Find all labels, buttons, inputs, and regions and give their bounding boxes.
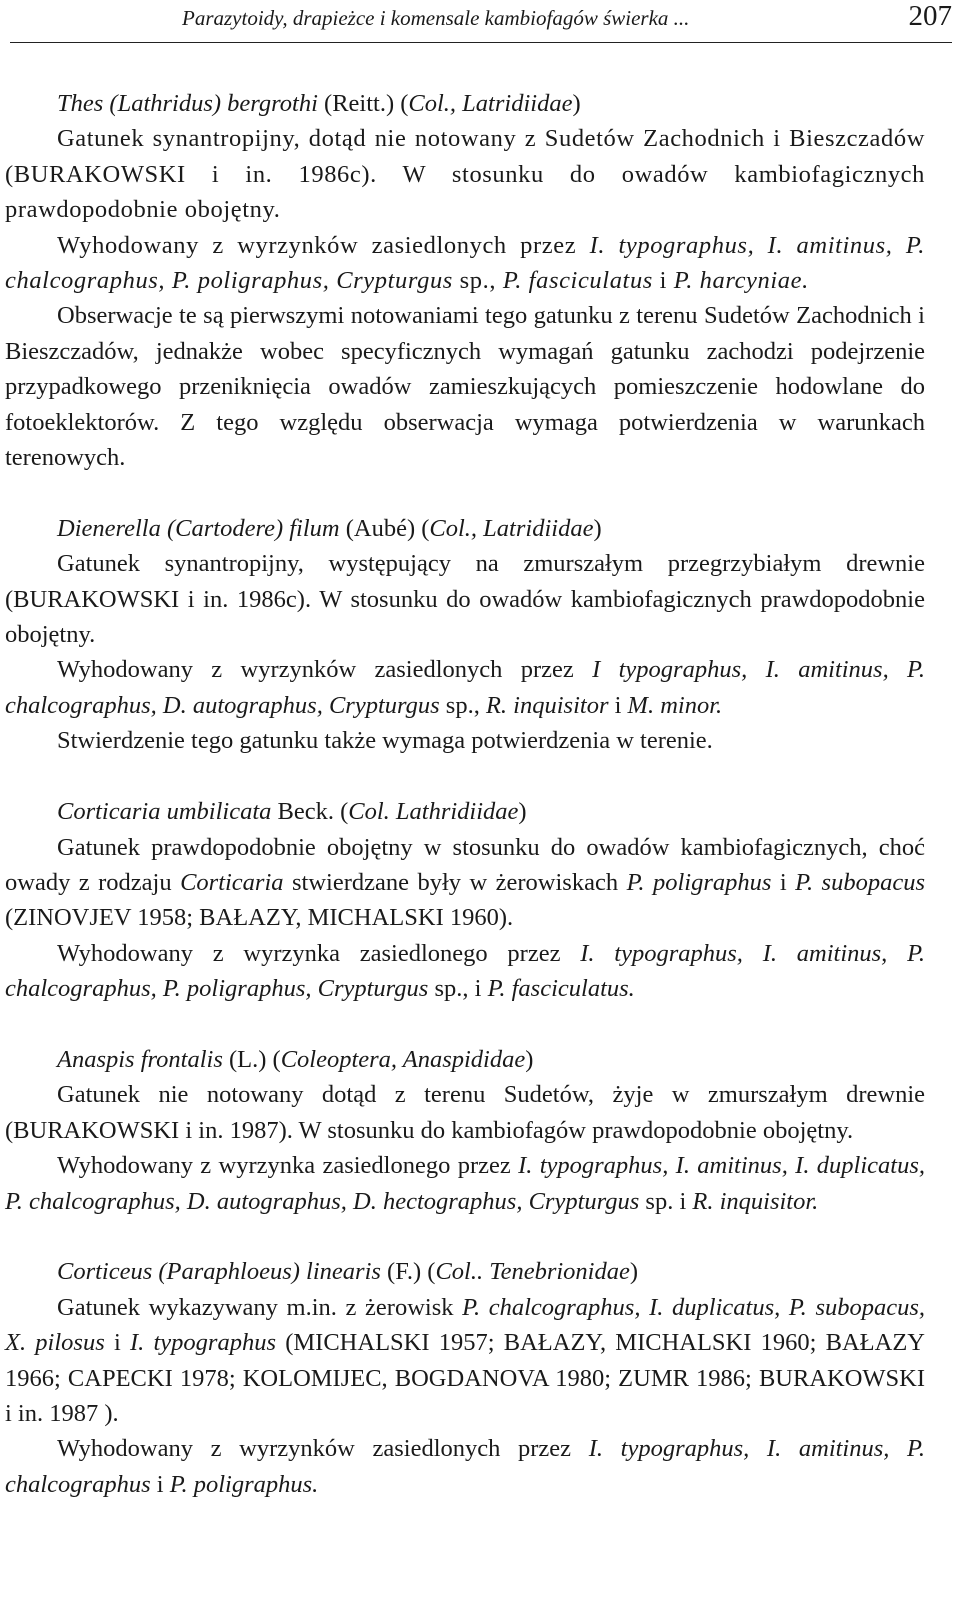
running-title: Parazytoidy, drapieżce i komensale kambiofagów świerka ...: [182, 6, 690, 30]
species-entry: [5, 794, 925, 1006]
species-heading: Corticeus (Paraphloeus) linearis (F.) (Col.. Tenebrionidae): [57, 1258, 639, 1286]
paragraph: Wyhodowany z wyrzynków zasiedlonych przez I. typographus, I. amitinus, P. chalcographus i P. poligraphus.: [5, 1435, 925, 1498]
paragraph: Stwierdzenie tego gatunku także wymaga potwierdzenia w terenie.: [57, 727, 713, 755]
species-entry: [5, 1042, 925, 1219]
paragraph: Gatunek nie notowany dotąd z terenu Sudetów, żyje w zmurszałym drewnie (BURAKOWSKI i in. 1987). W stosunku do kambiofagów prawdopodobnie obojętny.: [5, 1081, 925, 1144]
body-text: [5, 86, 925, 1538]
paragraph: Wyhodowany z wyrzynka zasiedlonego przez I. typographus, I. amitinus, P. chalcographus, P. poligraphus, Crypturgus sp., i P. fasciculatus.: [5, 939, 925, 1003]
paragraph: Gatunek synantropijny, dotąd nie notowany z Sudetów Zachodnich i Bieszczadów (BURAKOWSKI i in. 1986c). W stosunku do owadów kambiofagicznych prawdopodobnie obojętny.: [5, 125, 925, 224]
paragraph: Gatunek prawdopodobnie obojętny w stosunku do owadów kambiofagicznych, choć owady z rodzaju Corticaria stwierdzane były w żerowiskach P. poligraphus i P. subopacus (ZINOVJEV 1958; BAŁAZY, MICHALSKI 1960).: [5, 833, 925, 932]
species-heading: Corticaria umbilicata Beck. (Col. Lathridiidae): [57, 798, 527, 826]
page-header: [10, 2, 952, 43]
paragraph: Wyhodowany z wyrzynków zasiedlonych przez I. typographus, I. amitinus, P. chalcographus, P. poligraphus, Crypturgus sp., P. fasciculatus i P. harcyniae.: [5, 231, 926, 295]
species-heading: Anaspis frontalis (L.) (Coleoptera, Anaspididae): [57, 1045, 534, 1073]
paragraph: Wyhodowany z wyrzynków zasiedlonych przez I typographus, I. amitinus, P. chalcographus, D. autographus, Crypturgus sp., R. inquisitor i M. minor.: [5, 656, 925, 719]
species-heading: Thes (Lathridus) bergrothi (Reitt.) (Col., Latridiidae): [57, 90, 581, 117]
paragraph: Gatunek synantropijny, występujący na zmurszałym przegrzybiałym drewnie (BURAKOWSKI i in. 1986c). W stosunku do owadów kambiofagicznych prawdopodobnie obojętny.: [5, 550, 925, 649]
paragraph: Wyhodowany z wyrzynka zasiedlonego przez I. typographus, I. amitinus, I. duplicatus, P. chalcographus, D. autographus, D. hectographus, Crypturgus sp. i R. inquisitor.: [5, 1152, 925, 1215]
paragraph: Gatunek wykazywany m.in. z żerowisk P. chalcographus, I. duplicatus, P. subopacus, X. pilosus i I. typographus (MICHALSKI 1957; BAŁAZY, MICHALSKI 1960; BAŁAZY 1966; CAPECKI 1978; KOLOMIJEC, BOGDANOVA 1980; ZUMR 1986; BURAKOWSKI i in. 1987 ).: [5, 1293, 926, 1427]
paragraph: Obserwacje te są pierwszymi notowaniami tego gatunku z terenu Sudetów Zachodnich i Bieszczadów, jednakże wobec specyficznych wymagań gatunku zachodzi podejrzenie przypadkowego przeniknięcia owadów zamieszkujących pomieszczenie hodowlane do fotoeklektorów. Z tego względu obserwacja wymaga potwierdzenia w warunkach terenowych.: [5, 302, 925, 472]
species-entry: [5, 86, 925, 475]
species-heading: Dienerella (Cartodere) filum (Aubé) (Col., Latridiidae): [57, 514, 602, 542]
page-number: 207: [908, 0, 952, 32]
species-entry: [5, 511, 925, 759]
species-entry: [5, 1254, 925, 1502]
